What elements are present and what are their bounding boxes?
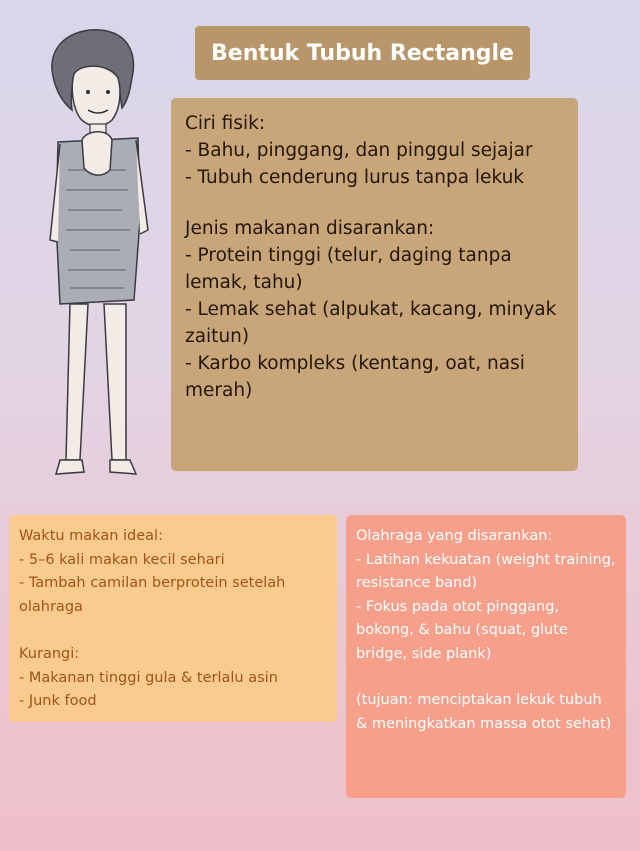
meal-time-panel [9, 515, 337, 722]
exercise-item: - Fokus pada otot pinggang, bokong, & bahu (squat, glute bridge, side plank) [356, 598, 568, 662]
kurangi-item: - Junk food [19, 693, 97, 709]
makanan-item: - Karbo kompleks (kentang, oat, nasi merah) [185, 353, 525, 401]
waktu-item: - Tambah camilan berprotein setelah olahraga [19, 575, 286, 615]
makanan-item: - Protein tinggi (telur, daging tanpa lemak, tahu) [185, 245, 512, 293]
ciri-item: - Bahu, pinggang, dan pinggul sejajar [185, 140, 533, 161]
makanan-item: - Lemak sehat (alpukat, kacang, minyak zaitun) [185, 299, 557, 347]
ciri-heading: Ciri fisik: [185, 113, 266, 134]
ciri-item: - Tubuh cenderung lurus tanpa lekuk [185, 167, 525, 188]
waktu-heading: Waktu makan ideal: [19, 528, 163, 544]
exercise-heading: Olahraga yang disarankan: [356, 528, 553, 544]
exercise-panel [346, 515, 626, 798]
exercise-note: (tujuan: menciptakan lekuk tubuh & meningkatkan massa otot sehat) [356, 692, 612, 732]
page-title: Bentuk Tubuh Rectangle [195, 26, 530, 80]
makanan-heading: Jenis makanan disarankan: [185, 218, 435, 239]
exercise-item: - Latihan kekuatan (weight training, resistance band) [356, 551, 616, 591]
waktu-item: - 5–6 kali makan kecil sehari [19, 551, 225, 568]
person-illustration [30, 20, 170, 510]
kurangi-heading: Kurangi: [19, 646, 80, 662]
main-info-panel [171, 98, 578, 471]
kurangi-item: - Makanan tinggi gula & terlalu asin [19, 669, 278, 686]
